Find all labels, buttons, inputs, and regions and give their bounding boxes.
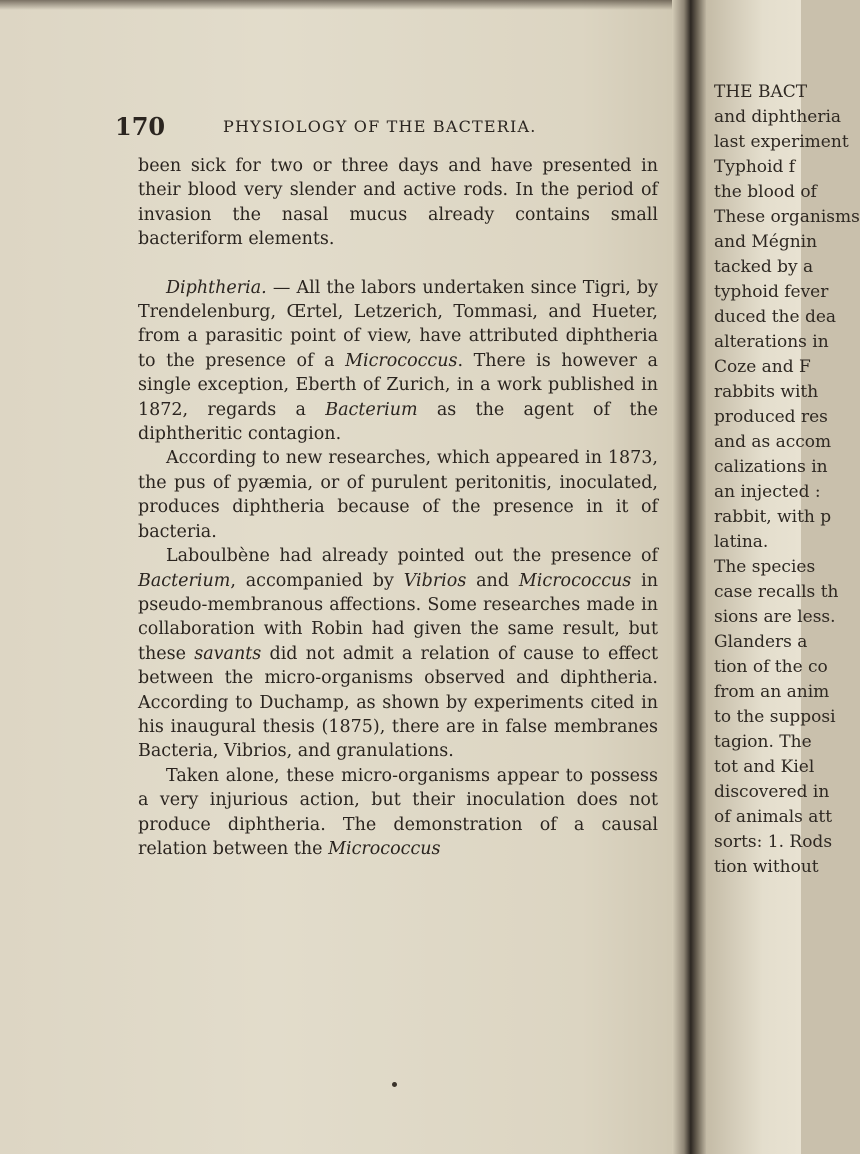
page-number: 170: [115, 112, 166, 141]
facing-line: tagion. The: [714, 732, 812, 752]
facing-line: THE BACT: [714, 82, 808, 102]
facing-line: rabbits with: [714, 382, 819, 402]
facing-line: calizations in: [714, 457, 828, 477]
paragraph-laboulbene: [138, 544, 658, 764]
facing-line: sions are less.: [714, 607, 836, 627]
facing-line: Coze and F: [714, 357, 811, 377]
paragraph-text: in pseudo-membranous affections. Some researches made in collaboration with Robin had given the same result, but these: [138, 570, 658, 664]
page-header: [115, 112, 675, 142]
facing-page-text: [714, 80, 860, 880]
paragraph-diphtheria: [138, 276, 658, 447]
facing-line: The species: [714, 557, 816, 577]
italic-term: Bacterium: [325, 399, 418, 420]
facing-line: Typhoid f: [714, 157, 796, 177]
paragraph-text: , accompanied by: [230, 570, 404, 591]
facing-line: tion of the co: [714, 657, 828, 677]
facing-line: tion without: [714, 857, 819, 877]
printer-mark: [392, 1082, 397, 1087]
paragraph-taken-alone: [138, 764, 658, 862]
paragraph-text: Laboulbène had already pointed out the presence of: [166, 546, 658, 567]
facing-line: sorts: 1. Rods: [714, 832, 833, 852]
facing-line: case recalls th: [714, 582, 839, 602]
facing-line: the blood of: [714, 182, 817, 202]
facing-line: of animals att: [714, 807, 833, 827]
facing-line: latina.: [714, 532, 769, 552]
italic-term: Micrococcus: [345, 350, 458, 371]
paragraph-text: did not admit a relation of cause to effect between the micro-organisms observed and diphtheria. According to Duchamp, as shown by experiments cited in his inaugural thesis (1875), there are in false membranes Bacteria, Vibrios, and granulations.: [138, 643, 659, 762]
facing-line: from an anim: [714, 682, 830, 702]
paragraph-text: as the agent of the diphtheritic contagion.: [138, 399, 658, 445]
italic-term: Vibrios: [403, 570, 467, 591]
facing-line: rabbit, with p: [714, 507, 832, 527]
facing-line: discovered in: [714, 782, 830, 802]
running-head: PHYSIOLOGY OF THE BACTERIA.: [223, 117, 537, 136]
facing-line: and Mégnin: [714, 232, 818, 252]
facing-line: produced res: [714, 407, 828, 427]
facing-line: tot and Kiel: [714, 757, 815, 777]
facing-line: last experiment: [714, 132, 849, 152]
facing-line: duced the dea: [714, 307, 837, 327]
facing-line: typhoid fever: [714, 282, 829, 302]
paragraph-text: — All the labors undertaken since Tigri, by Trendelenburg, Œrtel, Letzerich, Tommasi, and Hueter, from a parasitic point of view, have attributed diphtheria to the presence of a: [138, 277, 658, 371]
paragraph-text: According to new researches, which appeared in 1873, the pus of pyæmia, or of purulent peritonitis, inoculated, produces diphtheria because of the presence in it of bacteria.: [138, 448, 658, 542]
paragraph-text: . There is however a single exception, Eberth of Zurich, in a work published in 1872, regards a: [138, 350, 658, 420]
italic-term: savants: [194, 643, 262, 664]
facing-line: tacked by a: [714, 257, 814, 277]
facing-line: to the supposi: [714, 707, 836, 727]
paragraph-text: been sick for two or three days and have presented in their blood very slender and active rods. In the period of invasion the nasal mucus already contains small bacteriform elements.: [138, 156, 658, 250]
page-top-shadow: [0, 0, 684, 10]
facing-line: alterations in: [714, 332, 829, 352]
book-gutter: [672, 0, 706, 1154]
paragraph-text: Taken alone, these micro-organisms appear to possess a very injurious action, but their inoculation does not produce diphtheria. The demonstration of a causal relation between the: [138, 765, 658, 859]
facing-line: These organisms: [714, 207, 860, 227]
italic-term: Micrococcus: [518, 570, 632, 591]
section-heading-diphtheria: Diphtheria.: [166, 277, 267, 298]
facing-line: Glanders a: [714, 632, 808, 652]
paragraph-text: and: [466, 570, 519, 591]
italic-term: Bacterium: [138, 570, 231, 591]
body-text: [138, 154, 658, 861]
italic-term: Micrococcus: [328, 838, 441, 859]
paragraph-new-researches: [138, 446, 658, 544]
facing-line: an injected :: [714, 482, 821, 502]
facing-line: and as accom: [714, 432, 832, 452]
facing-line: and diphtheria: [714, 107, 842, 127]
paragraph-continuation: [138, 154, 658, 252]
